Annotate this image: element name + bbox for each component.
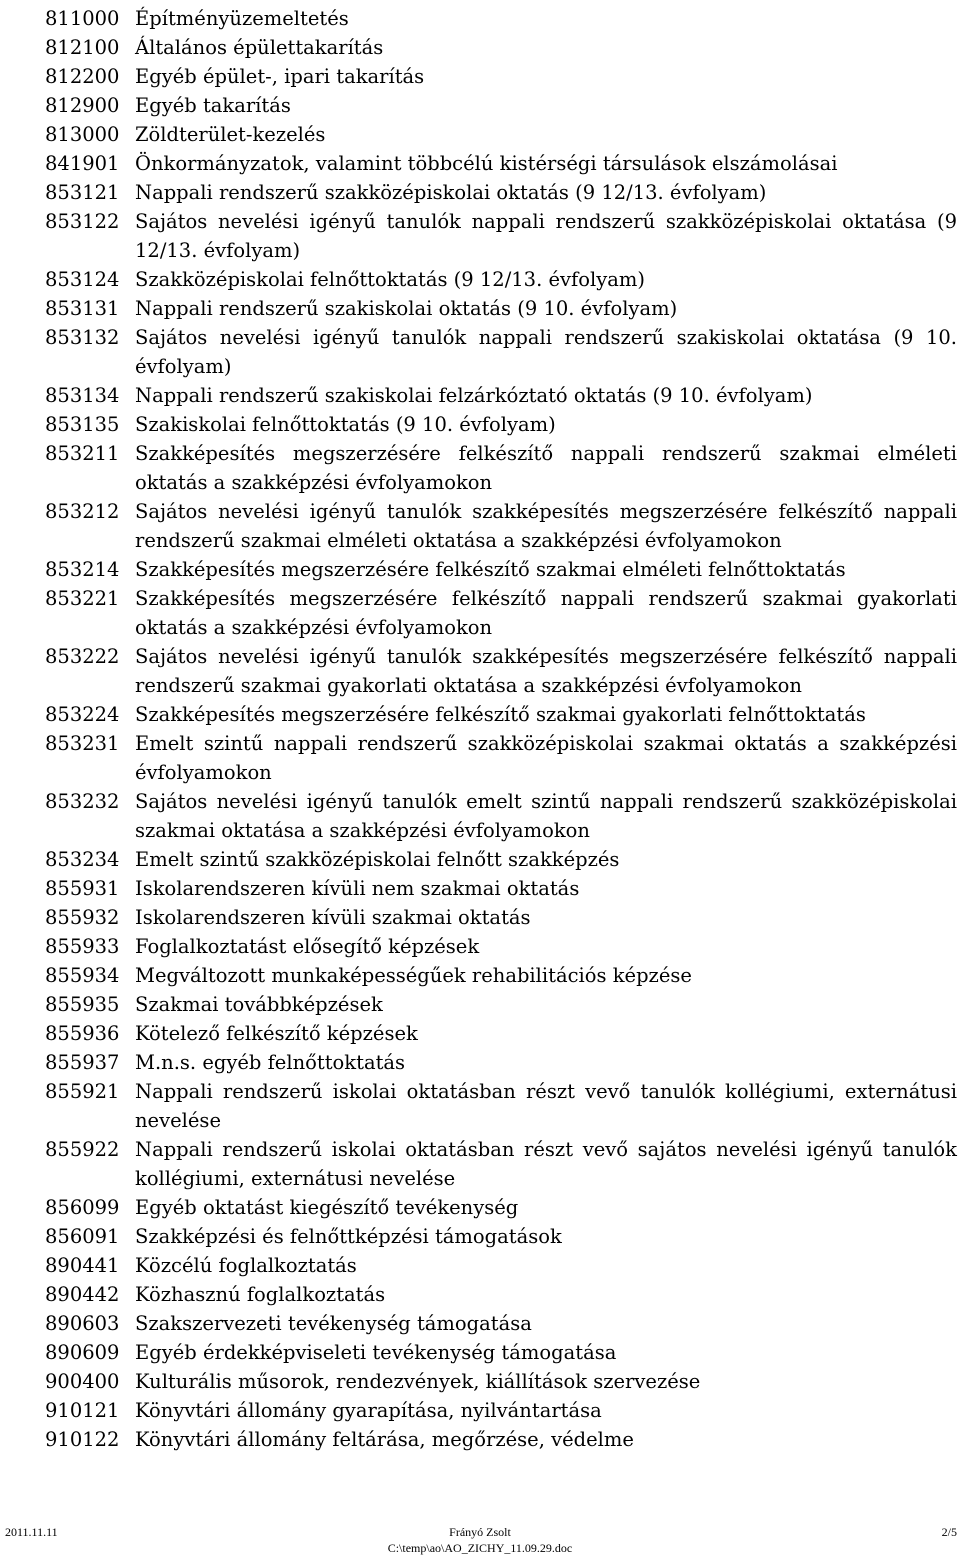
activity-code: 853224 <box>45 703 120 726</box>
list-item <box>45 207 957 265</box>
list-item <box>45 294 957 323</box>
activity-code: 855933 <box>45 935 120 958</box>
activity-code: 855922 <box>45 1138 120 1161</box>
activity-code: 853214 <box>45 558 120 581</box>
list-item <box>45 410 957 439</box>
activity-description: Nappali rendszerű szakiskolai felzárkóztató oktatás (9 10. évfolyam) <box>135 384 813 407</box>
activity-code: 853135 <box>45 413 120 436</box>
activity-code: 812900 <box>45 94 120 117</box>
activity-code: 855932 <box>45 906 120 929</box>
list-item <box>45 1251 957 1280</box>
activity-description: Szakképesítés megszerzésére felkészítő nappali rendszerű szakmai gyakorlati oktatás a szakképzési évfolyamokon <box>135 587 957 639</box>
activity-code: 855934 <box>45 964 120 987</box>
activity-code: 853124 <box>45 268 120 291</box>
activity-code: 853212 <box>45 500 120 523</box>
activity-description: Közhasznú foglalkoztatás <box>135 1283 386 1306</box>
footer-file-path: C:\temp\ao\AO_ZICHY_11.09.29.doc <box>387 1541 573 1555</box>
list-item <box>45 91 957 120</box>
activity-description: Szakszervezeti tevékenység támogatása <box>135 1312 532 1335</box>
list-item <box>45 642 957 700</box>
activity-code: 853231 <box>45 732 120 755</box>
activity-code: 855937 <box>45 1051 120 1074</box>
list-item <box>45 729 957 787</box>
list-item <box>45 932 957 961</box>
activity-code: 811000 <box>45 7 120 30</box>
activity-description: Sajátos nevelési igényű tanulók szakképesítés megszerzésére felkészítő nappali rendszerű szakmai gyakorlati oktatása a szakképzési évfolyamokon <box>135 645 957 697</box>
activity-code: 812100 <box>45 36 120 59</box>
activity-description: Szakiskolai felnőttoktatás (9 10. évfolyam) <box>135 413 556 436</box>
list-item <box>45 1135 957 1193</box>
activity-code: 853211 <box>45 442 120 465</box>
list-item <box>45 381 957 410</box>
activity-description: Szakképesítés megszerzésére felkészítő szakmai elméleti felnőttoktatás <box>135 558 846 581</box>
activity-code: 910122 <box>45 1428 120 1451</box>
activity-description: Kötelező felkészítő képzések <box>135 1022 418 1045</box>
activity-description: Egyéb takarítás <box>135 94 291 117</box>
activity-description: Sajátos nevelési igényű tanulók nappali rendszerű szakiskolai oktatása (9 10. évfolyam) <box>135 326 957 378</box>
activity-description: Sajátos nevelési igényű tanulók emelt szintű nappali rendszerű szakközépiskolai szakmai oktatása a szakképzési évfolyamokon <box>135 790 957 842</box>
activity-description: Könyvtári állomány feltárása, megőrzése, védelme <box>135 1428 634 1451</box>
activity-code: 853222 <box>45 645 120 668</box>
list-item <box>45 1048 957 1077</box>
list-item <box>45 700 957 729</box>
activity-code: 812200 <box>45 65 120 88</box>
list-item <box>45 439 957 497</box>
activity-description: M.n.s. egyéb felnőttoktatás <box>135 1051 406 1074</box>
activity-code: 853234 <box>45 848 120 871</box>
activity-description: Egyéb érdekképviseleti tevékenység támogatása <box>135 1341 617 1364</box>
activity-code: 890603 <box>45 1312 120 1335</box>
list-item <box>45 265 957 294</box>
list-item <box>45 990 957 1019</box>
activity-description: Általános épülettakarítás <box>135 36 384 59</box>
list-item <box>45 1193 957 1222</box>
activity-description: Szakképzési és felnőttképzési támogatások <box>135 1225 562 1248</box>
list-item <box>45 584 957 642</box>
activity-description: Egyéb épület-, ipari takarítás <box>135 65 425 88</box>
activity-code: 853134 <box>45 384 120 407</box>
activity-description: Foglalkoztatást elősegítő képzések <box>135 935 480 958</box>
activity-code: 856099 <box>45 1196 120 1219</box>
list-item <box>45 1425 957 1454</box>
activity-code: 856091 <box>45 1225 120 1248</box>
list-item <box>45 62 957 91</box>
activity-code: 853131 <box>45 297 120 320</box>
activity-code: 890441 <box>45 1254 120 1277</box>
activity-description: Szakképesítés megszerzésére felkészítő szakmai gyakorlati felnőttoktatás <box>135 703 866 726</box>
activity-code: 855921 <box>45 1080 120 1103</box>
activity-code: 890442 <box>45 1283 120 1306</box>
list-item <box>45 845 957 874</box>
activity-description: Kulturális műsorok, rendezvények, kiállítások szervezése <box>135 1370 701 1393</box>
activity-code-list <box>45 4 957 1454</box>
activity-code: 853122 <box>45 210 120 233</box>
list-item <box>45 1019 957 1048</box>
activity-description: Egyéb oktatást kiegészítő tevékenység <box>135 1196 519 1219</box>
list-item <box>45 1222 957 1251</box>
activity-description: Iskolarendszeren kívüli szakmai oktatás <box>135 906 531 929</box>
activity-description: Emelt szintű nappali rendszerű szakközépiskolai szakmai oktatás a szakképzési évfolyamokon <box>135 732 957 784</box>
activity-description: Sajátos nevelési igényű tanulók szakképesítés megszerzésére felkészítő nappali rendszerű szakmai elméleti oktatása a szakképzési évfolyamokon <box>135 500 957 552</box>
activity-code: 910121 <box>45 1399 120 1422</box>
list-item <box>45 1280 957 1309</box>
activity-code: 855931 <box>45 877 120 900</box>
activity-description: Közcélú foglalkoztatás <box>135 1254 357 1277</box>
activity-description: Nappali rendszerű iskolai oktatásban részt vevő tanulók kollégiumi, externátusi nevelése <box>135 1080 957 1132</box>
activity-code: 853121 <box>45 181 120 204</box>
footer-author: Frányó Zsolt <box>449 1525 511 1539</box>
list-item <box>45 555 957 584</box>
activity-code: 855935 <box>45 993 120 1016</box>
activity-code: 853221 <box>45 587 120 610</box>
activity-code: 900400 <box>45 1370 120 1393</box>
activity-description: Szakmai továbbképzések <box>135 993 383 1016</box>
activity-description: Iskolarendszeren kívüli nem szakmai oktatás <box>135 877 580 900</box>
list-item <box>45 874 957 903</box>
activity-code: 855936 <box>45 1022 120 1045</box>
activity-code: 813000 <box>45 123 120 146</box>
activity-description: Nappali rendszerű szakiskolai oktatás (9 10. évfolyam) <box>135 297 678 320</box>
list-item <box>45 1309 957 1338</box>
activity-description: Zöldterület-kezelés <box>135 123 326 146</box>
activity-code: 890609 <box>45 1341 120 1364</box>
activity-description: Építményüzemeltetés <box>135 7 349 30</box>
activity-description: Sajátos nevelési igényű tanulók nappali rendszerű szakközépiskolai oktatása (9 12/13. évfolyam) <box>135 210 957 262</box>
activity-description: Szakképesítés megszerzésére felkészítő nappali rendszerű szakmai elméleti oktatás a szakképzési évfolyamokon <box>135 442 957 494</box>
list-item <box>45 4 957 33</box>
list-item <box>45 1367 957 1396</box>
footer-page-number: 2/5 <box>941 1525 957 1539</box>
footer-date: 2011.11.11 <box>5 1525 58 1539</box>
activity-code: 853232 <box>45 790 120 813</box>
list-item <box>45 1396 957 1425</box>
list-item <box>45 323 957 381</box>
list-item <box>45 178 957 207</box>
list-item <box>45 497 957 555</box>
list-item <box>45 149 957 178</box>
list-item <box>45 787 957 845</box>
list-item <box>45 903 957 932</box>
list-item <box>45 1077 957 1135</box>
activity-description: Emelt szintű szakközépiskolai felnőtt szakképzés <box>135 848 620 871</box>
activity-description: Önkormányzatok, valamint többcélú kistérségi társulások elszámolásai <box>135 152 838 175</box>
list-item <box>45 120 957 149</box>
activity-description: Megváltozott munkaképességűek rehabilitációs képzése <box>135 964 692 987</box>
activity-code: 841901 <box>45 152 120 175</box>
activity-description: Nappali rendszerű szakközépiskolai oktatás (9 12/13. évfolyam) <box>135 181 767 204</box>
activity-description: Szakközépiskolai felnőttoktatás (9 12/13. évfolyam) <box>135 268 645 291</box>
list-item <box>45 1338 957 1367</box>
activity-code: 853132 <box>45 326 120 349</box>
activity-description: Könyvtári állomány gyarapítása, nyilvántartása <box>135 1399 602 1422</box>
activity-description: Nappali rendszerű iskolai oktatásban részt vevő sajátos nevelési igényű tanulók kollégiumi, externátusi nevelése <box>135 1138 957 1190</box>
list-item <box>45 33 957 62</box>
list-item <box>45 961 957 990</box>
